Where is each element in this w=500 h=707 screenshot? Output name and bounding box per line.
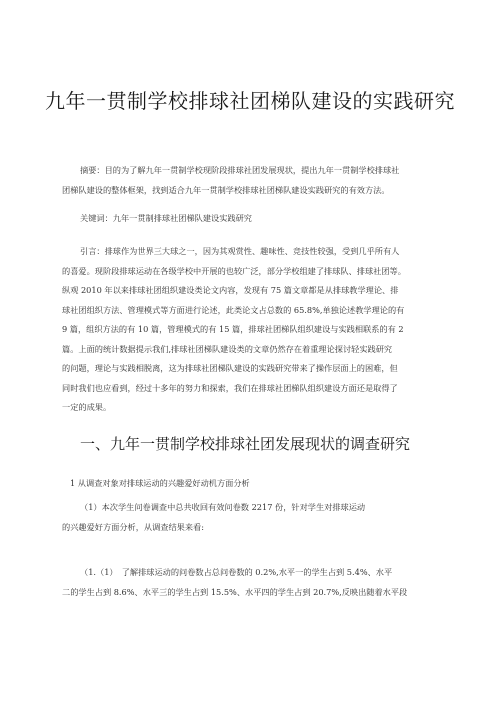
survey-line: 的兴趣爱好方面分析，从调查结果来看: — [62, 521, 204, 532]
detail-line: 二的学生占到 8.6%、水平三的学生占到 15.5%、水平四的学生占到 20.7%,反映出随着水平段 — [62, 586, 408, 597]
intro-line: 纵观 2010 年以来排球社团组织建设类论文内容，发现有 75 篇文章都是从排球教学理论、排 — [62, 285, 399, 295]
intro-line: 的喜爱。现阶段排球运动在各级学校中开展的也较广泛，部分学校组建了排球队、排球社团等。 — [62, 265, 406, 276]
survey-paragraph — [62, 498, 438, 537]
detail-line: （1.（1） 了解排球运动的问卷数占总问卷数的 0.2%,水平一的学生占到 5.4%、水平 — [80, 567, 393, 577]
abstract-line: 团梯队建设的整体框架，找到适合九年一贯制学校排球社团梯队建设实践研究的有效方法。 — [62, 184, 390, 195]
section-heading: 一、九年一贯制学校排球社团发展现状的调查研究 — [80, 435, 411, 453]
intro-line: 9 篇，组织方法的有 10 篇，管理模式的有 15 篇，排球社团梯队组织建设与实践相联系的有 2 — [62, 324, 404, 334]
intro-paragraph — [62, 242, 438, 418]
abstract-paragraph — [62, 161, 438, 200]
subsection-heading: 1 从调查对象对排球运动的兴趣爱好动机方面分析 — [70, 478, 250, 488]
intro-line: 一定的成果。 — [62, 402, 112, 412]
intro-line: 的问题，理论与实践相脱离，这为排球社团梯队建设的实践研究带来了操作层面上的困难，但 — [62, 363, 398, 373]
survey-line: （1）本次学生问卷调查中总共收回有效问卷数 2217 份，针对学生对排球运动 — [80, 502, 366, 512]
intro-line: 篇。上面的统计数据提示我们,排球社团梯队建设类的文章仍然存在着重理论探讨轻实践研究 — [62, 343, 393, 354]
keywords-line: 关键词：九年一贯制排球社团梯队建设实践研究 — [80, 213, 252, 223]
abstract-line: 摘要：目的为了解九年一贯制学校现阶段排球社团发展现状，提出九年一贯制学校排球社 — [80, 165, 400, 175]
document-title: 九年一贯制学校排球社团梯队建设的实践研究 — [45, 89, 455, 113]
intro-line: 球社团组织方法、管理模式等方面进行论述，此类论文占总数的 65.8%,单独论述教学理论的有 — [62, 304, 405, 315]
intro-line: 同时我们也应看到，经过十多年的努力和探索，我们在排球社团梯队组织建设方面还是取得了 — [62, 382, 398, 393]
intro-line: 引言：排球作为世界三大球之一，因为其观赏性、趣味性、竞技性较强，受到几乎所有人 — [80, 246, 400, 256]
detail-paragraph — [62, 563, 438, 602]
